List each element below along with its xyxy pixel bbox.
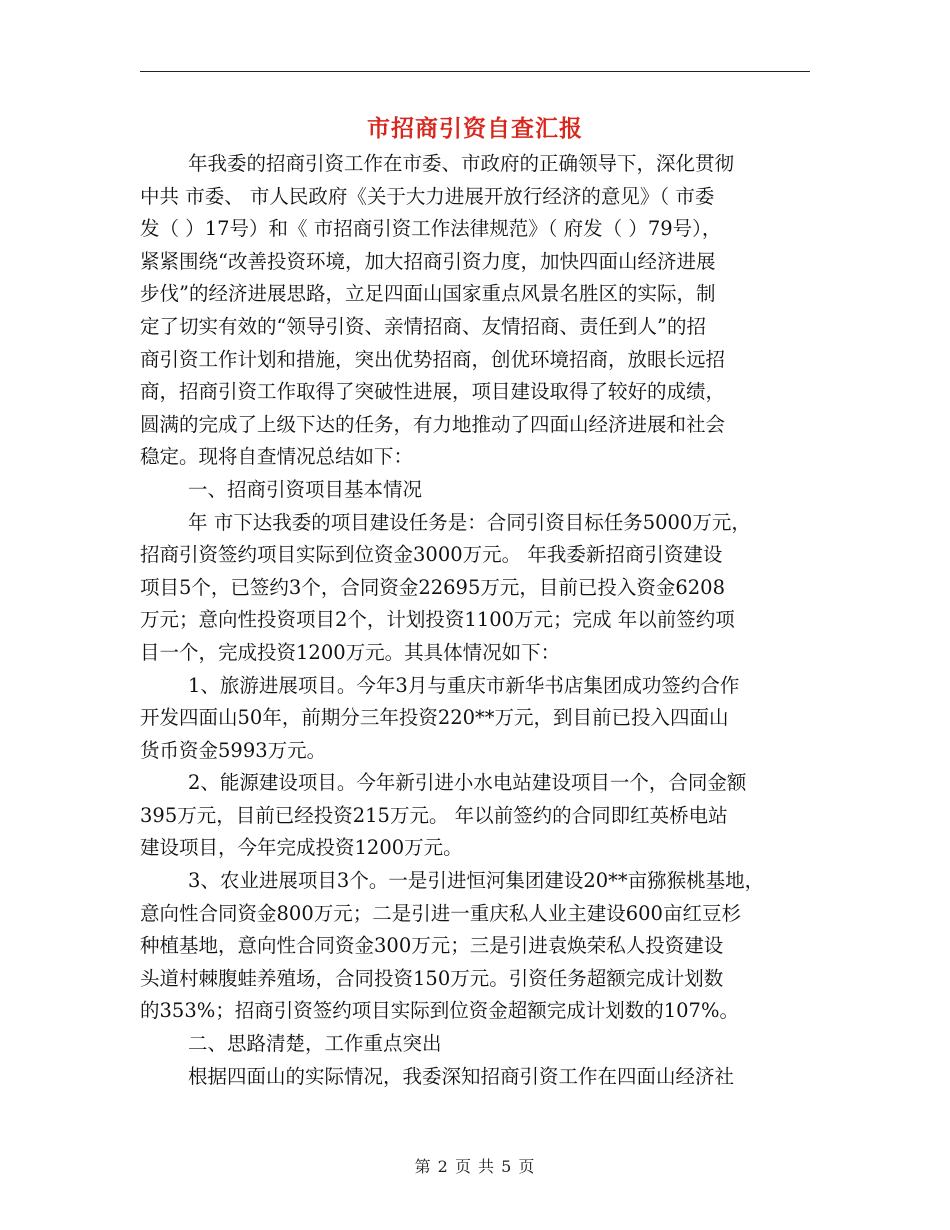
- text-line: 万元；意向性投资项目2个，计划投资1100万元；完成 年以前签约项: [140, 608, 735, 632]
- text-line: 项目5个，已签约3个，合同资金22695万元，目前已投入资金6208: [140, 575, 725, 599]
- text-line: 的353%；招商引资签约项目实际到位资金超额完成计划数的107%。: [140, 999, 739, 1023]
- text-line: 2、能源建设项目。今年新引进小水电站建设项目一个，合同金额: [188, 771, 747, 795]
- text-line: 定了切实有效的“领导引资、亲情招商、友情招商、责任到人”的招: [140, 314, 706, 338]
- text-line: 开发四面山50年，前期分三年投资220**万元，到目前已投入四面山: [140, 706, 729, 730]
- text-line: 意向性合同资金800万元；二是引进一重庆私人业主建设600亩红豆杉: [140, 901, 741, 925]
- header-rule: [140, 71, 810, 72]
- page-footer: 第 2 页 共 5 页: [414, 1157, 536, 1176]
- text-line: 商引资工作计划和措施，突出优势招商，创优环境招商，放眼长远招: [140, 347, 726, 371]
- text-line: 商，招商引资工作取得了突破性进展，项目建设取得了较好的成绩，: [140, 380, 726, 404]
- text-line: 395万元，目前已经投资215万元。 年以前签约的合同即红英桥电站: [140, 803, 728, 827]
- text-line: 紧紧围绕“改善投资环境，加大招商引资力度，加快四面山经济进展: [140, 249, 716, 273]
- text-line: 年 市下达我委的项目建设任务是：合同引资目标任务5000万元，: [188, 510, 751, 534]
- text-line: 建设项目，今年完成投资1200万元。: [140, 836, 463, 860]
- text-line: 1、旅游进展项目。今年3月与重庆市新华书店集团成功签约合作: [188, 673, 740, 697]
- text-line: 招商引资签约项目实际到位资金3000万元。 年我委新招商引资建设: [140, 543, 723, 567]
- text-line: 中共 市委、 市人民政府《关于大力进展开放行经济的意见》（ 市委: [140, 184, 715, 208]
- text-line: 3、农业进展项目3个。一是引进恒河集团建设20**亩猕猴桃基地，: [188, 869, 765, 893]
- text-line: 稳定。现将自查情况总结如下：: [140, 445, 414, 469]
- text-line: 根据四面山的实际情况，我委深知招商引资工作在四面山经济社: [188, 1064, 735, 1088]
- document-title: 市招商引资自查汇报: [367, 115, 583, 142]
- text-line: 目一个，完成投资1200万元。其具体情况如下：: [140, 640, 561, 664]
- document-body: [140, 148, 820, 1093]
- text-line: 种植基地，意向性合同资金300万元；三是引进袁焕荣私人投资建设: [140, 934, 724, 958]
- text-line: 年我委的招商引资工作在市委、市政府的正确领导下，深化贯彻: [188, 152, 735, 175]
- text-line: 头道村棘腹蛙养殖场，合同投资150万元。引资任务超额完成计划数: [140, 966, 724, 990]
- text-line: 圆满的完成了上级下达的任务，有力地推动了四面山经济进展和社会: [140, 412, 726, 436]
- text-line: 一、招商引资项目基本情况: [188, 477, 423, 501]
- text-line: 货币资金5993万元。: [140, 738, 327, 762]
- text-line: 步伐”的经济进展思路，立足四面山国家重点风景名胜区的实际，制: [140, 282, 716, 306]
- text-line: 二、思路清楚，工作重点突出: [188, 1032, 442, 1056]
- text-line: 发（ ）17号）和《 市招商引资工作法律规范》（ 府发（ ）79号），: [140, 217, 722, 241]
